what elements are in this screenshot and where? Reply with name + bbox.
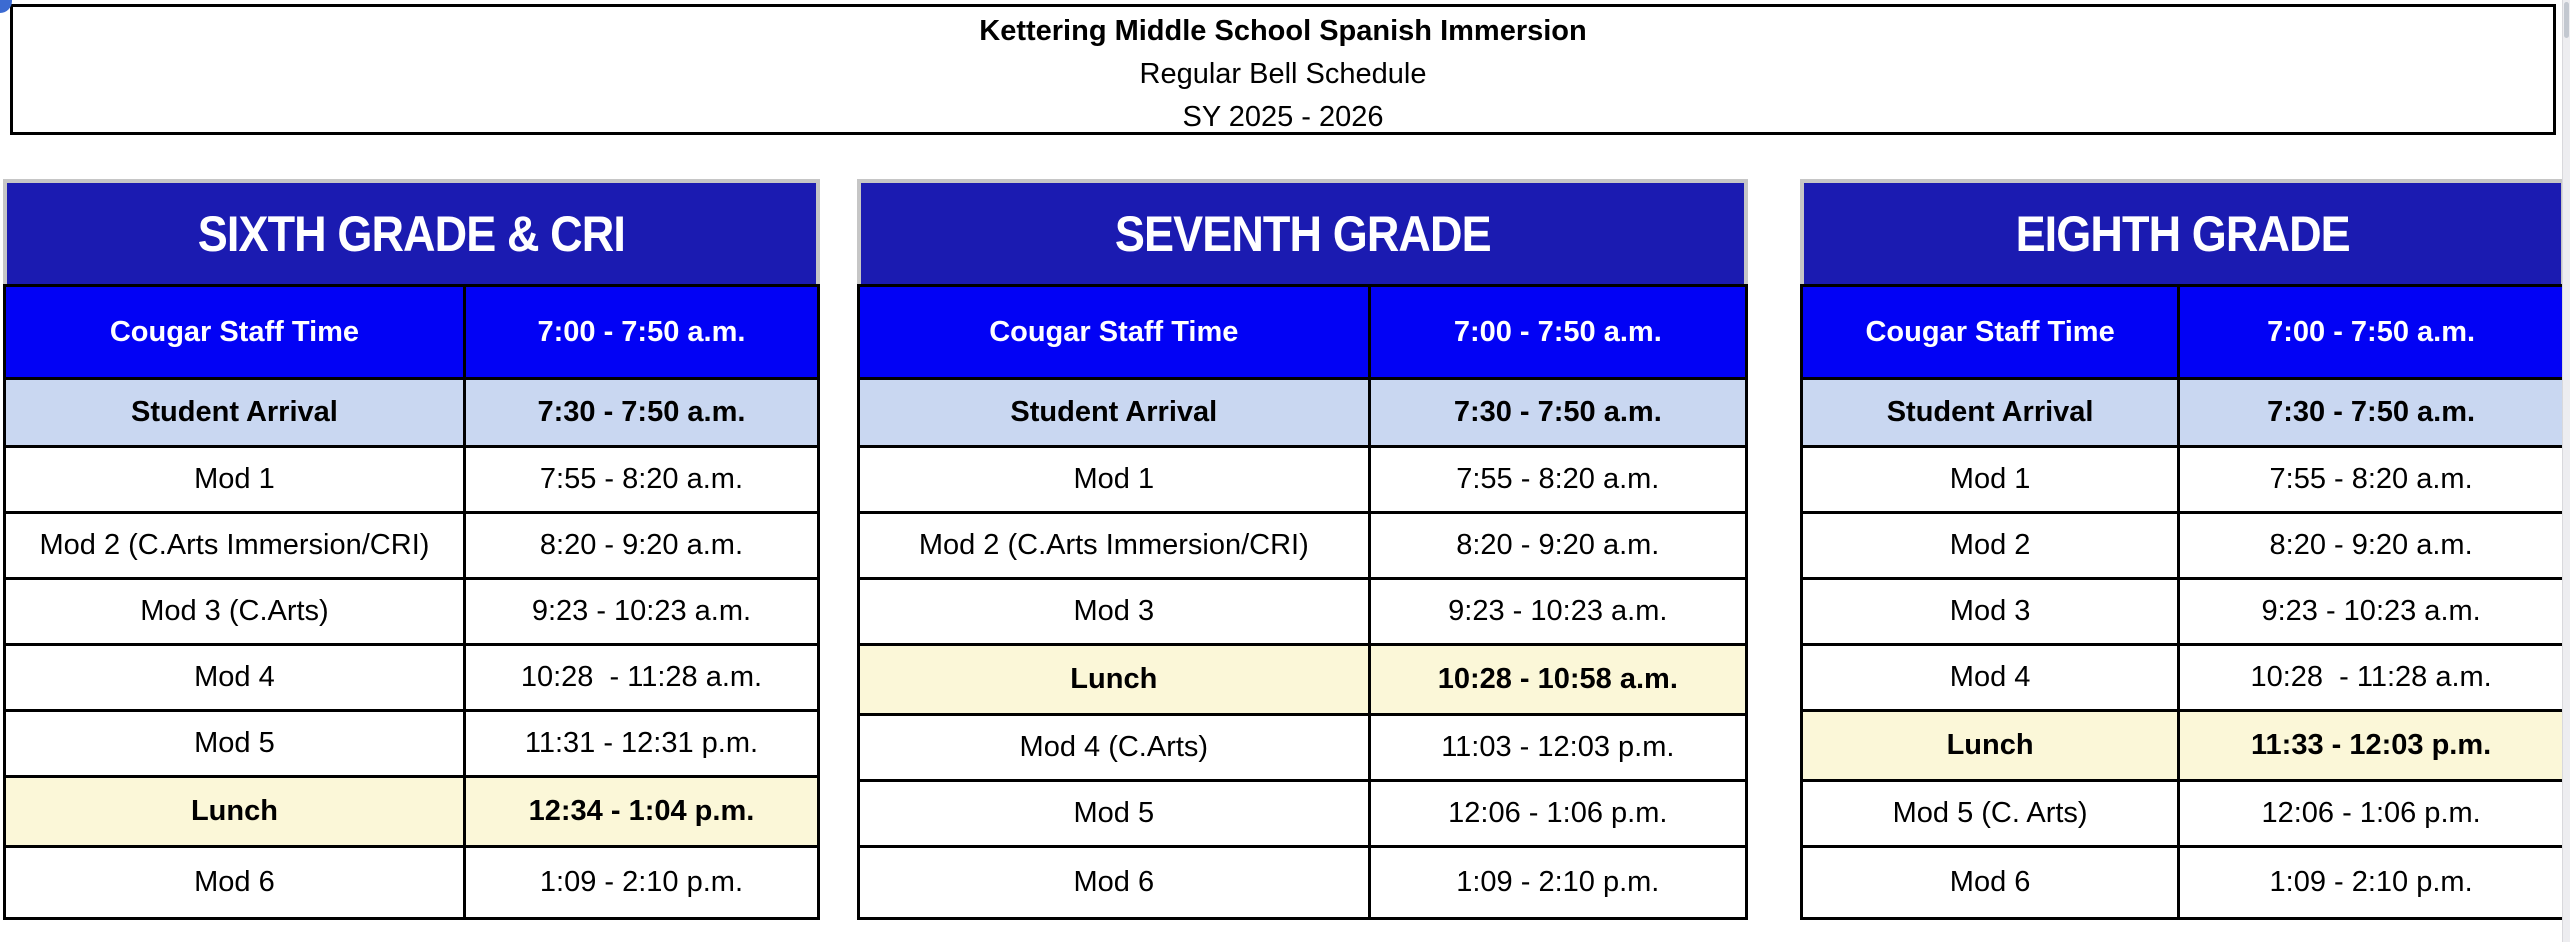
bell-schedule-table — [1800, 284, 2565, 920]
period-label: Mod 1 — [5, 447, 465, 513]
period-time: 10:28 - 10:58 a.m. — [1369, 645, 1746, 715]
period-label: Mod 2 (C.Arts Immersion/CRI) — [859, 513, 1370, 579]
period-label: Mod 6 — [859, 847, 1370, 919]
period-label: Mod 4 (C.Arts) — [859, 715, 1370, 781]
table-row — [5, 645, 819, 711]
table-banner-eighth-grade — [1800, 179, 2565, 284]
period-time: 8:20 - 9:20 a.m. — [464, 513, 818, 579]
period-label: Lunch — [5, 777, 465, 847]
table-row-lunch — [859, 645, 1747, 715]
period-label: Mod 3 — [1802, 579, 2179, 645]
period-label: Lunch — [1802, 711, 2179, 781]
document-title: Kettering Middle School Spanish Immersion — [979, 15, 1587, 47]
period-time: 7:00 - 7:50 a.m. — [2179, 286, 2564, 379]
schedule-table-eighth-grade — [1800, 179, 2565, 920]
period-time: 10:28 - 11:28 a.m. — [2179, 645, 2564, 711]
table-row — [1802, 513, 2564, 579]
table-row — [859, 579, 1747, 645]
period-time: 9:23 - 10:23 a.m. — [1369, 579, 1746, 645]
period-label: Student Arrival — [5, 379, 465, 447]
period-time: 11:31 - 12:31 p.m. — [464, 711, 818, 777]
school-year: SY 2025 - 2026 — [1182, 101, 1384, 133]
table-row — [1802, 781, 2564, 847]
period-label: Student Arrival — [1802, 379, 2179, 447]
period-label: Mod 5 — [859, 781, 1370, 847]
period-time: 7:55 - 8:20 a.m. — [2179, 447, 2564, 513]
period-time: 7:30 - 7:50 a.m. — [2179, 379, 2564, 447]
period-time: 12:06 - 1:06 p.m. — [2179, 781, 2564, 847]
period-time: 12:34 - 1:04 p.m. — [464, 777, 818, 847]
table-banner-sixth-grade — [3, 179, 820, 284]
period-time: 8:20 - 9:20 a.m. — [1369, 513, 1746, 579]
period-time: 7:00 - 7:50 a.m. — [464, 286, 818, 379]
period-time: 9:23 - 10:23 a.m. — [2179, 579, 2564, 645]
table-row — [1802, 379, 2564, 447]
period-time: 7:55 - 8:20 a.m. — [1369, 447, 1746, 513]
table-banner-seventh-grade — [857, 179, 1748, 284]
period-time: 8:20 - 9:20 a.m. — [2179, 513, 2564, 579]
period-label: Mod 1 — [859, 447, 1370, 513]
period-label: Mod 3 — [859, 579, 1370, 645]
period-time: 10:28 - 11:28 a.m. — [464, 645, 818, 711]
period-time: 1:09 - 2:10 p.m. — [464, 847, 818, 919]
table-row — [859, 781, 1747, 847]
scrollbar-track[interactable] — [2562, 0, 2570, 942]
period-label: Mod 1 — [1802, 447, 2179, 513]
table-title: SIXTH GRADE & CRI — [197, 205, 626, 262]
table-row — [859, 847, 1747, 919]
document-subtitle: Regular Bell Schedule — [1139, 58, 1427, 90]
table-row — [5, 513, 819, 579]
table-row — [1802, 645, 2564, 711]
period-time: 7:00 - 7:50 a.m. — [1369, 286, 1746, 379]
document-title-box — [10, 4, 2556, 135]
period-label: Mod 5 — [5, 711, 465, 777]
schedule-table-sixth-grade — [3, 179, 820, 920]
scrollbar-thumb[interactable] — [2564, 2, 2569, 38]
period-time: 9:23 - 10:23 a.m. — [464, 579, 818, 645]
table-row — [859, 715, 1747, 781]
table-row — [5, 711, 819, 777]
table-row — [1802, 579, 2564, 645]
table-row — [1802, 286, 2564, 379]
period-time: 11:33 - 12:03 p.m. — [2179, 711, 2564, 781]
period-label: Mod 2 — [1802, 513, 2179, 579]
period-time: 1:09 - 2:10 p.m. — [1369, 847, 1746, 919]
period-label: Lunch — [859, 645, 1370, 715]
period-time: 7:30 - 7:50 a.m. — [464, 379, 818, 447]
table-row — [859, 447, 1747, 513]
table-row — [5, 286, 819, 379]
table-row — [859, 379, 1747, 447]
table-title: EIGHTH GRADE — [2015, 205, 2350, 262]
period-time: 7:55 - 8:20 a.m. — [464, 447, 818, 513]
table-row-lunch — [5, 777, 819, 847]
period-time: 1:09 - 2:10 p.m. — [2179, 847, 2564, 919]
table-row-lunch — [1802, 711, 2564, 781]
table-row — [5, 447, 819, 513]
period-time: 7:30 - 7:50 a.m. — [1369, 379, 1746, 447]
table-row — [5, 379, 819, 447]
period-label: Cougar Staff Time — [5, 286, 465, 379]
table-row — [1802, 847, 2564, 919]
bell-schedule-table — [3, 284, 820, 920]
period-label: Mod 3 (C.Arts) — [5, 579, 465, 645]
period-label: Cougar Staff Time — [1802, 286, 2179, 379]
period-label: Student Arrival — [859, 379, 1370, 447]
period-label: Mod 5 (C. Arts) — [1802, 781, 2179, 847]
table-row — [5, 579, 819, 645]
period-label: Mod 4 — [1802, 645, 2179, 711]
table-row — [5, 847, 819, 919]
period-label: Mod 6 — [5, 847, 465, 919]
period-label: Mod 2 (C.Arts Immersion/CRI) — [5, 513, 465, 579]
table-row — [859, 286, 1747, 379]
period-label: Mod 6 — [1802, 847, 2179, 919]
bell-schedule-table — [857, 284, 1748, 920]
period-label: Mod 4 — [5, 645, 465, 711]
table-row — [859, 513, 1747, 579]
table-row — [1802, 447, 2564, 513]
period-time: 11:03 - 12:03 p.m. — [1369, 715, 1746, 781]
period-label: Cougar Staff Time — [859, 286, 1370, 379]
schedule-table-seventh-grade — [857, 179, 1748, 920]
table-title: SEVENTH GRADE — [1114, 205, 1491, 262]
period-time: 12:06 - 1:06 p.m. — [1369, 781, 1746, 847]
